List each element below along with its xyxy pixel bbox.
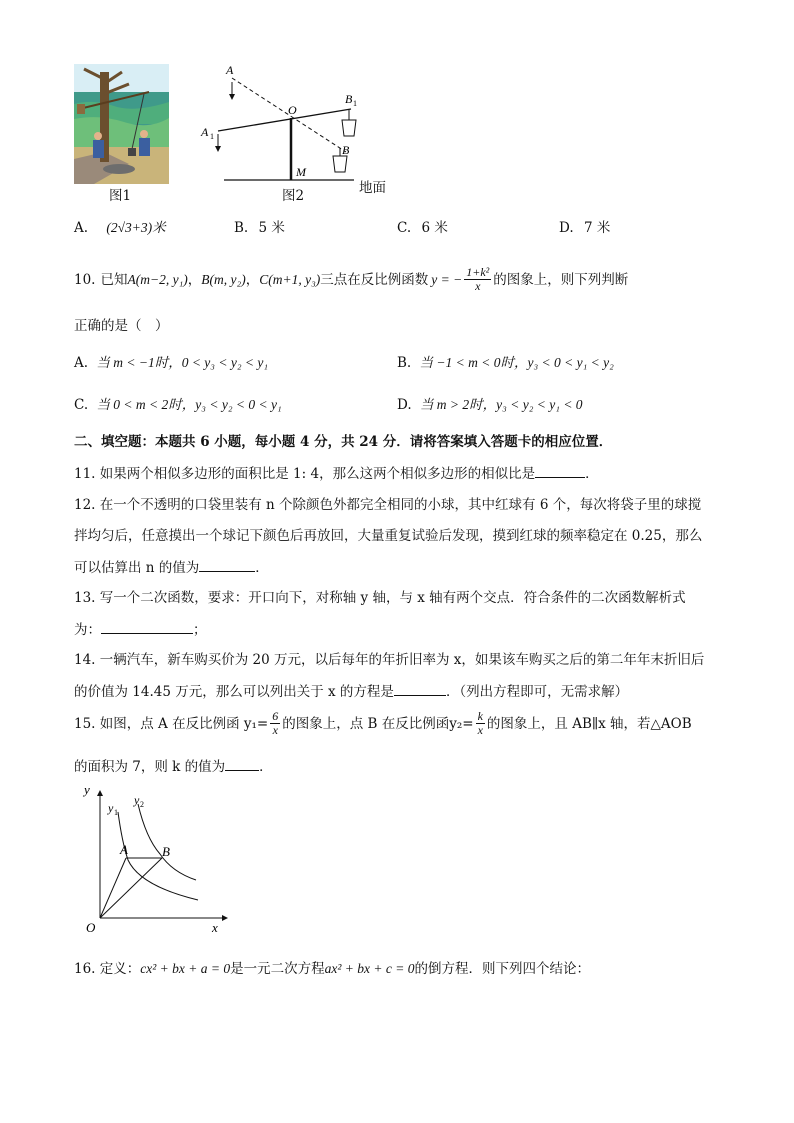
option-prefix: D. [397, 397, 412, 413]
curve-y2-sub: 2 [140, 800, 144, 809]
q10-func-fraction [464, 266, 491, 293]
q12-line1: 12. 在一个不透明的口袋里装有 n 个除颜色外都完全相同的小球，其中红球有 6 个，每次将袋子里的球搅 [74, 497, 702, 513]
origin-label: O [86, 920, 96, 935]
q13-text: 为： [74, 622, 101, 638]
q10-func-lhs: y = − [431, 271, 463, 287]
fraction-denominator: x [475, 279, 481, 293]
figure-2-caption: 图2 [282, 188, 305, 204]
q14-end: ．（列出方程即可，无需求解） [445, 684, 629, 700]
q10-sep: ， [187, 271, 202, 288]
q15-line1 [74, 710, 692, 737]
answer-blank[interactable] [101, 619, 193, 634]
curve-y1-label: y [108, 801, 114, 815]
option-prefix: C. [397, 220, 412, 236]
option-prefix: B. [234, 220, 249, 236]
q10-stem-line2: 正确的是（ ） [74, 318, 169, 334]
segment-oa [100, 858, 126, 918]
x-axis-arrow-icon [222, 915, 228, 921]
q15-fraction-1 [270, 710, 280, 737]
q10-stem-1: 已知 [100, 271, 128, 288]
answer-blank[interactable] [535, 463, 585, 478]
q9-option-b[interactable] [234, 218, 285, 238]
segment-ob [100, 858, 162, 918]
curve-y2-label: y [134, 793, 140, 807]
curve-y1-sub: 1 [114, 808, 118, 817]
option-prefix: A. [74, 355, 89, 371]
label-a: A [226, 63, 234, 77]
answer-blank[interactable] [225, 756, 259, 771]
q15-part2: 的图象上，点 B 在反比例函y₂= [282, 715, 474, 732]
q15-graph [80, 782, 240, 938]
q10-option-b[interactable] [397, 353, 614, 373]
label-b: B [342, 143, 350, 157]
q15-fraction-2 [476, 710, 485, 737]
q16-text: 的倒方程．则下列四个结论： [414, 961, 590, 977]
option-text: 6 米 [421, 220, 448, 236]
q16-text: 是一元二次方程 [230, 961, 325, 977]
q10-point-c: C(m+1, y₃) [259, 271, 321, 287]
fraction-numerator: 6 [272, 709, 279, 723]
q9-option-d[interactable] [559, 218, 610, 238]
q12-line2: 拌均匀后，任意摸出一个球记下颜色后再放回，大量重复试验后发现，摸到红球的频率稳定在 0.25，那么 [74, 528, 703, 544]
q13-end: ； [193, 622, 207, 638]
answer-blank[interactable] [199, 557, 255, 572]
point-a-label: A [120, 842, 128, 857]
label-o: O [288, 103, 297, 117]
option-prefix: D. [559, 220, 574, 236]
q15-end: ． [259, 759, 273, 775]
lever-solid [218, 109, 351, 131]
option-text: 当 −1 < m < 0时，y₃ < 0 < y₁ < y₂ [419, 355, 614, 370]
arrow-down-a-icon [229, 94, 235, 100]
well-sweep-illustration [74, 64, 169, 184]
y-axis-arrow-icon [97, 790, 103, 796]
option-text: 5 米 [258, 220, 285, 236]
q11 [74, 463, 599, 484]
q15-part1: 15. 如图，点 A 在反比例函 y₁= [74, 715, 269, 732]
option-prefix: B. [397, 355, 412, 371]
label-a1: A [201, 125, 209, 139]
option-text: 7 米 [583, 220, 611, 236]
q14-line2 [74, 681, 628, 702]
hyperbola-graph [80, 782, 240, 938]
curve-y1 [118, 812, 198, 900]
q16 [74, 959, 590, 979]
q12-line3 [74, 557, 269, 578]
fraction-denominator: x [477, 723, 483, 737]
bucket-b1-icon [342, 120, 356, 136]
fraction-denominator: x [272, 723, 278, 737]
label-b1-sub: 1 [353, 99, 357, 108]
bucket-b-icon [333, 156, 347, 172]
arrow-down-a1-icon [215, 146, 221, 152]
q16-eq2: ax² + bx + c = 0 [324, 961, 415, 976]
q10-stem-3: 的图象上，则下列判断 [493, 271, 629, 288]
q15-line2 [74, 756, 273, 777]
q14-text: 的价值为 14.45 万元，那么可以列出关于 x 的方程是 [74, 684, 394, 700]
label-a1-sub: 1 [210, 132, 214, 141]
q9-option-c[interactable] [397, 218, 448, 238]
y-axis-label: y [84, 782, 90, 797]
option-prefix: C. [74, 397, 89, 413]
q16-text: 16. 定义： [74, 961, 141, 977]
answer-blank[interactable] [394, 681, 446, 696]
x-axis-label: x [212, 920, 218, 935]
figure-1-caption: 图1 [109, 188, 132, 204]
option-prefix: A. [74, 220, 89, 236]
figure-1 [74, 64, 169, 184]
q11-text: 11. 如果两个相似多边形的面积比是 1: 4，那么这两个相似多边形的相似比是 [74, 466, 536, 482]
q10-point-a: A(m−2, y₁) [127, 271, 188, 287]
option-text: 当 m < −1时，0 < y₃ < y₂ < y₁ [96, 355, 269, 370]
q15-text: 的面积为 7，则 k 的值为 [74, 759, 226, 775]
section-heading: 二、填空题：本题共 6 小题，每小题 4 分，共 24 分．请将答案填入答题卡的相应位置． [74, 434, 613, 450]
q14-line1: 14. 一辆汽车，新车购买价为 20 万元，以后每年的年折旧率为 x，如果该车购买之后的第二年年末折旧后 [74, 652, 705, 668]
option-text: 当 m > 2时，y₃ < y₂ < y₁ < 0 [419, 397, 583, 412]
option-text: 当 0 < m < 2时，y₃ < y₂ < 0 < y₁ [96, 397, 282, 412]
label-b1: B [345, 92, 353, 106]
option-text: (2√3+3)米 [106, 220, 166, 235]
q12-end: ． [255, 560, 269, 576]
q13-line2 [74, 619, 207, 640]
q15-part3: 的图象上，且 AB∥x 轴，若△AOB [486, 715, 692, 732]
q10-option-a[interactable] [74, 353, 268, 373]
q10-option-c[interactable] [74, 395, 282, 415]
q10-sep: ， [245, 271, 260, 288]
q10-number: 10. [74, 271, 96, 288]
curve-y2 [138, 804, 196, 880]
q9-option-a[interactable] [74, 218, 166, 238]
label-m: M [296, 165, 306, 179]
q10-point-b: B(m, y₂) [201, 271, 246, 287]
q12-text: 可以估算出 n 的值为 [74, 560, 200, 576]
q16-eq1: cx² + bx + a = 0 [140, 961, 231, 976]
point-b-label: B [162, 844, 170, 859]
q10-option-d[interactable] [397, 395, 583, 415]
q10-stem-line1 [74, 266, 628, 293]
ground-label: 地面 [359, 180, 386, 196]
q10-stem-2: 三点在反比例函数 [320, 271, 429, 288]
fraction-numerator: 1+k² [466, 265, 490, 279]
q13-line1: 13. 写一个二次函数，要求：开口向下，对称轴 y 轴，与 x 轴有两个交点．符合条件的二次函数解析式 [74, 590, 686, 606]
fraction-numerator: k [477, 709, 483, 723]
q11-end: ． [585, 466, 599, 482]
